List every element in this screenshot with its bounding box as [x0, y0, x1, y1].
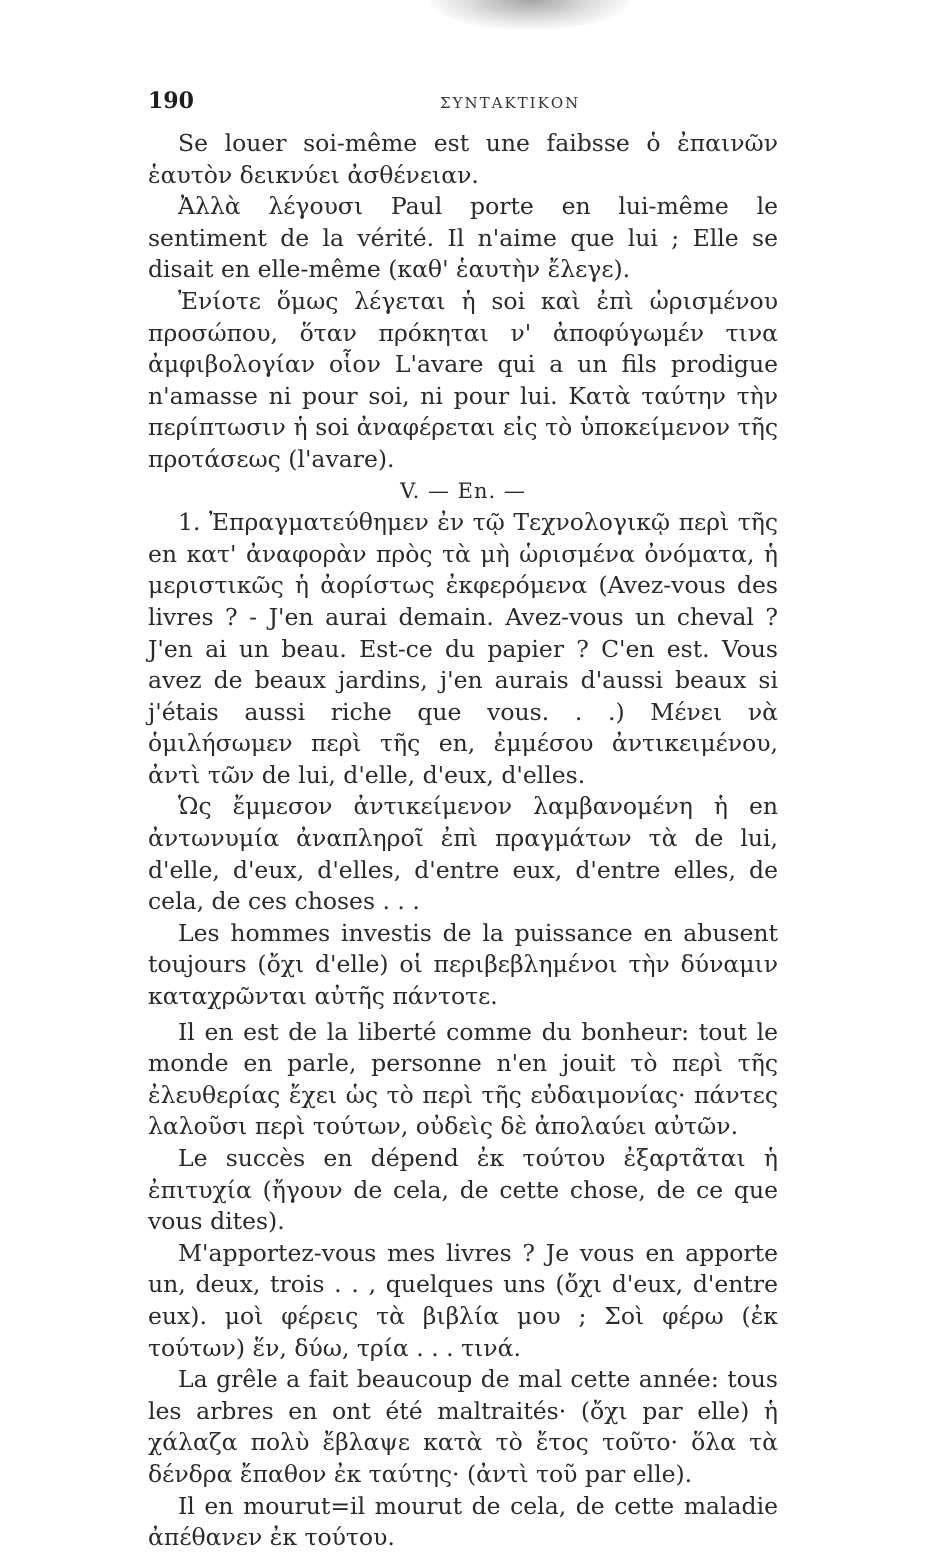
paragraph: M'apportez-vous mes livres ? Je vous en apporte un, deux, trois . . , quelques uns (ὄχι d'eux, d'entre eux). μοὶ φέρεις τὰ βιβλία μου ; Σοὶ φέρω (ἐκ τούτων) ἕν, δύω, τρία . . . τινά. — [148, 1238, 778, 1362]
paragraph: 1. Ἐπραγματεύθημεν ἐν τῷ Τεχνολογικῷ περὶ τῆς en κατ' ἀναφορὰν πρὸς τὰ μὴ ὡρισμένα ὀνόματα, ἡ μεριστικῶς ἡ ἀορίστως ἐκφερόμενα (Avez-vous des livres ? - J'en aurai demain. Avez-vous un cheval ? J'en ai un beau. Est-ce du papier ? C'en est. Vous avez de beaux jardins, j'en aurais d'aussi beaux si j'étais aussi riche que vous. . .) Μένει νὰ ὁμιλήσωμεν περὶ τῆς en, ἐμμέσου ἀντικειμένου, ἀντὶ τῶν de lui, d'elle, d'eux, d'elles. — [148, 508, 778, 789]
running-head: ΣΥΝΤΑΚΤΙΚΟΝ — [440, 94, 581, 112]
paragraph: Se louer soi-même est une faibsse ὁ ἐπαινῶν ἑαυτὸν δεικνύει ἀσθένειαν. — [148, 129, 778, 189]
paragraph: La grêle a fait beaucoup de mal cette année: tous les arbres en ont été maltraités· (ὄχι par elle) ἡ χάλαζα πολὺ ἔβλαψε κατὰ τὸ ἔτος τοῦτο· ὅλα τὰ δένδρα ἔπαθον ἐκ ταύτης· (ἀντὶ τοῦ par elle). — [148, 1365, 778, 1488]
section-heading: V. — En. — — [400, 478, 526, 503]
page-header — [148, 88, 778, 118]
body-text — [148, 128, 778, 1554]
ink-smudge — [430, 0, 630, 30]
paragraph: Il en mourut=il mourut de cela, de cette maladie ἀπέθανεν ἐκ τούτου. — [148, 1491, 778, 1552]
paragraph: Il en est de la liberté comme du bonheur: tout le monde en parle, personne n'en jouit τὸ περὶ τῆς ἐλευθερίας ἔχει ὡς τὸ περὶ τῆς εὐδαιμονίας· πάντες λαλοῦσι περὶ τούτων, οὐδεὶς δὲ ἀπολαύει αὐτῶν. — [148, 1017, 778, 1141]
paragraph: Le succès en dépend ἐκ τούτου ἐξαρτᾶται ἡ ἐπιτυχία (ἤγουν de cela, de cette chose, de ce que vous dites). — [148, 1144, 778, 1236]
paragraph: Ἀλλὰ λέγουσι Paul porte en lui-même le sentiment de la vérité. Il n'aime que lui ; Elle se disait en elle-même (καθ' ἑαυτὴν ἔλεγε). — [148, 192, 778, 284]
paragraph: Ὡς ἔμμεσον ἀντικείμενον λαμβανομένη ἡ en ἀντωνυμία ἀναπληροῖ ἐπὶ πραγμάτων τὰ de lui, d'elle, d'eux, d'elles, d'entre eux, d'entre elles, de cela, de ces choses . . . — [148, 792, 778, 916]
paragraph: Ἐνίοτε ὅμως λέγεται ἡ soi καὶ ἐπὶ ὡρισμένου προσώπου, ὅταν πρόκηται ν' ἀποφύγωμέν τινα ἀμφιβολογίαν οἷον L'avare qui a un fils prodigue n'amasse ni pour soi, ni pour lui. Κατὰ ταύτην τὴν περίπτωσιν ἡ soi ἀναφέρεται εἰς τὸ ὑποκείμενον τῆς προτάσεως (l'avare). — [148, 286, 778, 473]
paragraph: Les hommes investis de la puissance en abusent toujours (ὄχι d'elle) οἱ περιβεβλημένοι τὴν δύναμιν καταχρῶνται αὐτῆς πάντοτε. — [148, 918, 778, 1011]
page-number: 190 — [148, 88, 194, 114]
